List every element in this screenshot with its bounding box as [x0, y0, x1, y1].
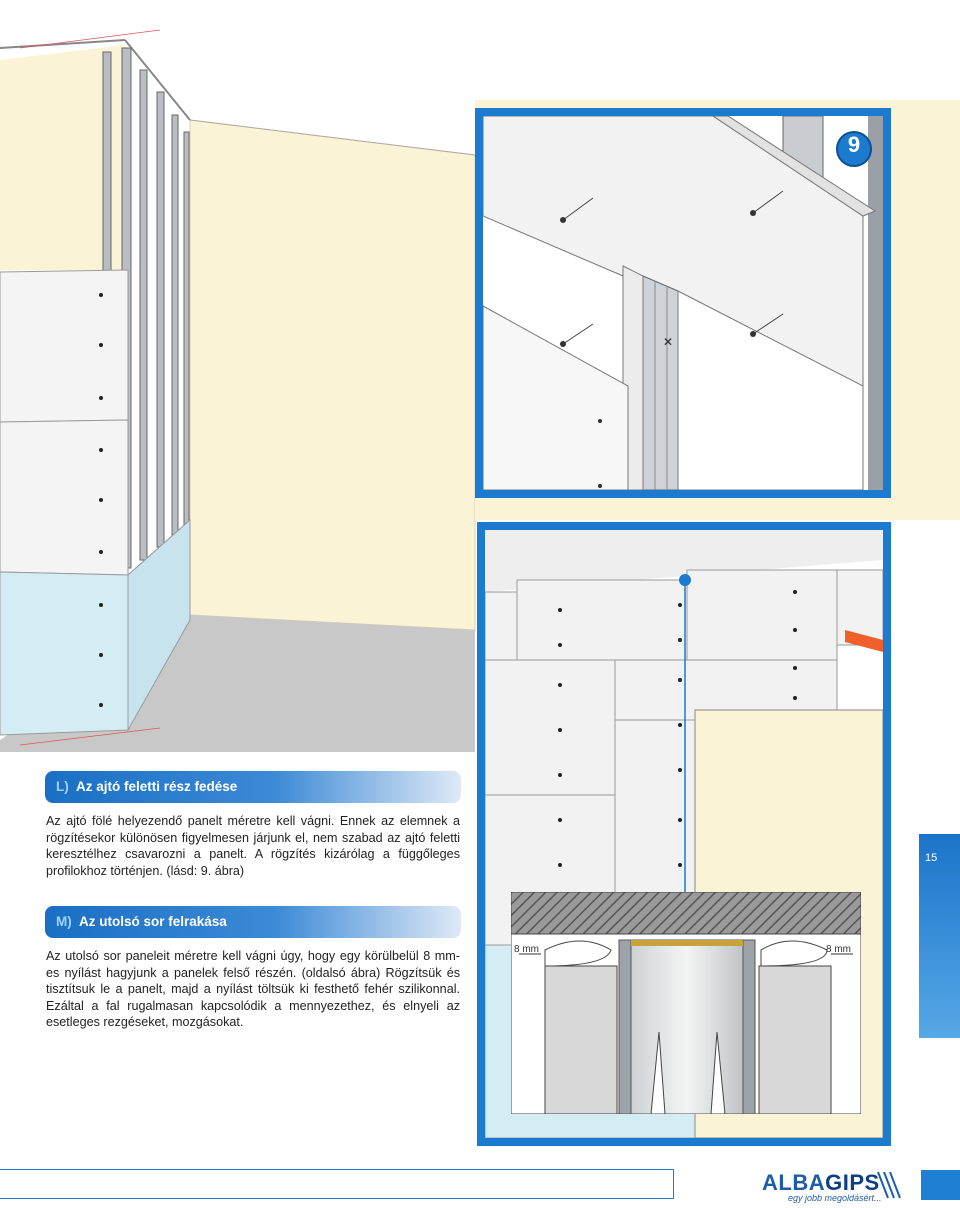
section-m-text: Az utolsó sor paneleit méretre kell vágni úgy, hogy egy körülbelül 8 mm-es nyílást hagyjunk a panelek felső részén. (oldalsó ábra) Rögzítsük és tisztítsuk le a panelt, majd a nyílást töltsük ki festhető fehér szilikonnal. Ezáltal a fal rugalmasan kapcsolódik a mennyezethez, és elnyeli az esetleges rezgéseket, mozgásokat. [46, 949, 460, 1030]
page-number-tab [919, 834, 960, 1038]
figure-number: 9 [847, 132, 861, 157]
figure-9-frame [475, 108, 891, 498]
section-m-heading [45, 906, 461, 938]
footer-blue-block [921, 1170, 960, 1200]
page-number: 15 [925, 852, 938, 864]
section-m-title: Az utolsó sor felrakása [79, 914, 227, 929]
svg-text:✕: ✕ [663, 335, 674, 349]
section-l-text: Az ajtó fölé helyezendő panelt méretre kell vágni. Ennek az elemnek a rögzítésekor különösen figyelmesen járjunk el, nem szabad az ajtó feletti keresztélhez csavarozni a panelt. A rögzítés kizárólag a függőleges profilokhoz történjen. (lásd: 9. ábra) [46, 814, 460, 878]
section-l-heading [45, 771, 461, 803]
section-m-letter: M) [56, 914, 72, 929]
gap-label-right: 8 mm [826, 944, 851, 955]
gap-label-left: 8 mm [514, 944, 539, 955]
section-l-title: Az ajtó feletti rész fedése [76, 779, 238, 794]
figure-9-illustration [483, 116, 883, 490]
logo-part-gips: GIPS [825, 1170, 880, 1195]
logo-tagline: egy jobb megoldásért... [788, 1193, 882, 1203]
ceiling-gap-detail [511, 892, 861, 1114]
section-l-letter: L) [56, 779, 69, 794]
last-row-figure-frame [477, 522, 891, 1146]
logo-part-alba: ALBA [762, 1170, 826, 1195]
footer-bar [0, 1169, 674, 1199]
